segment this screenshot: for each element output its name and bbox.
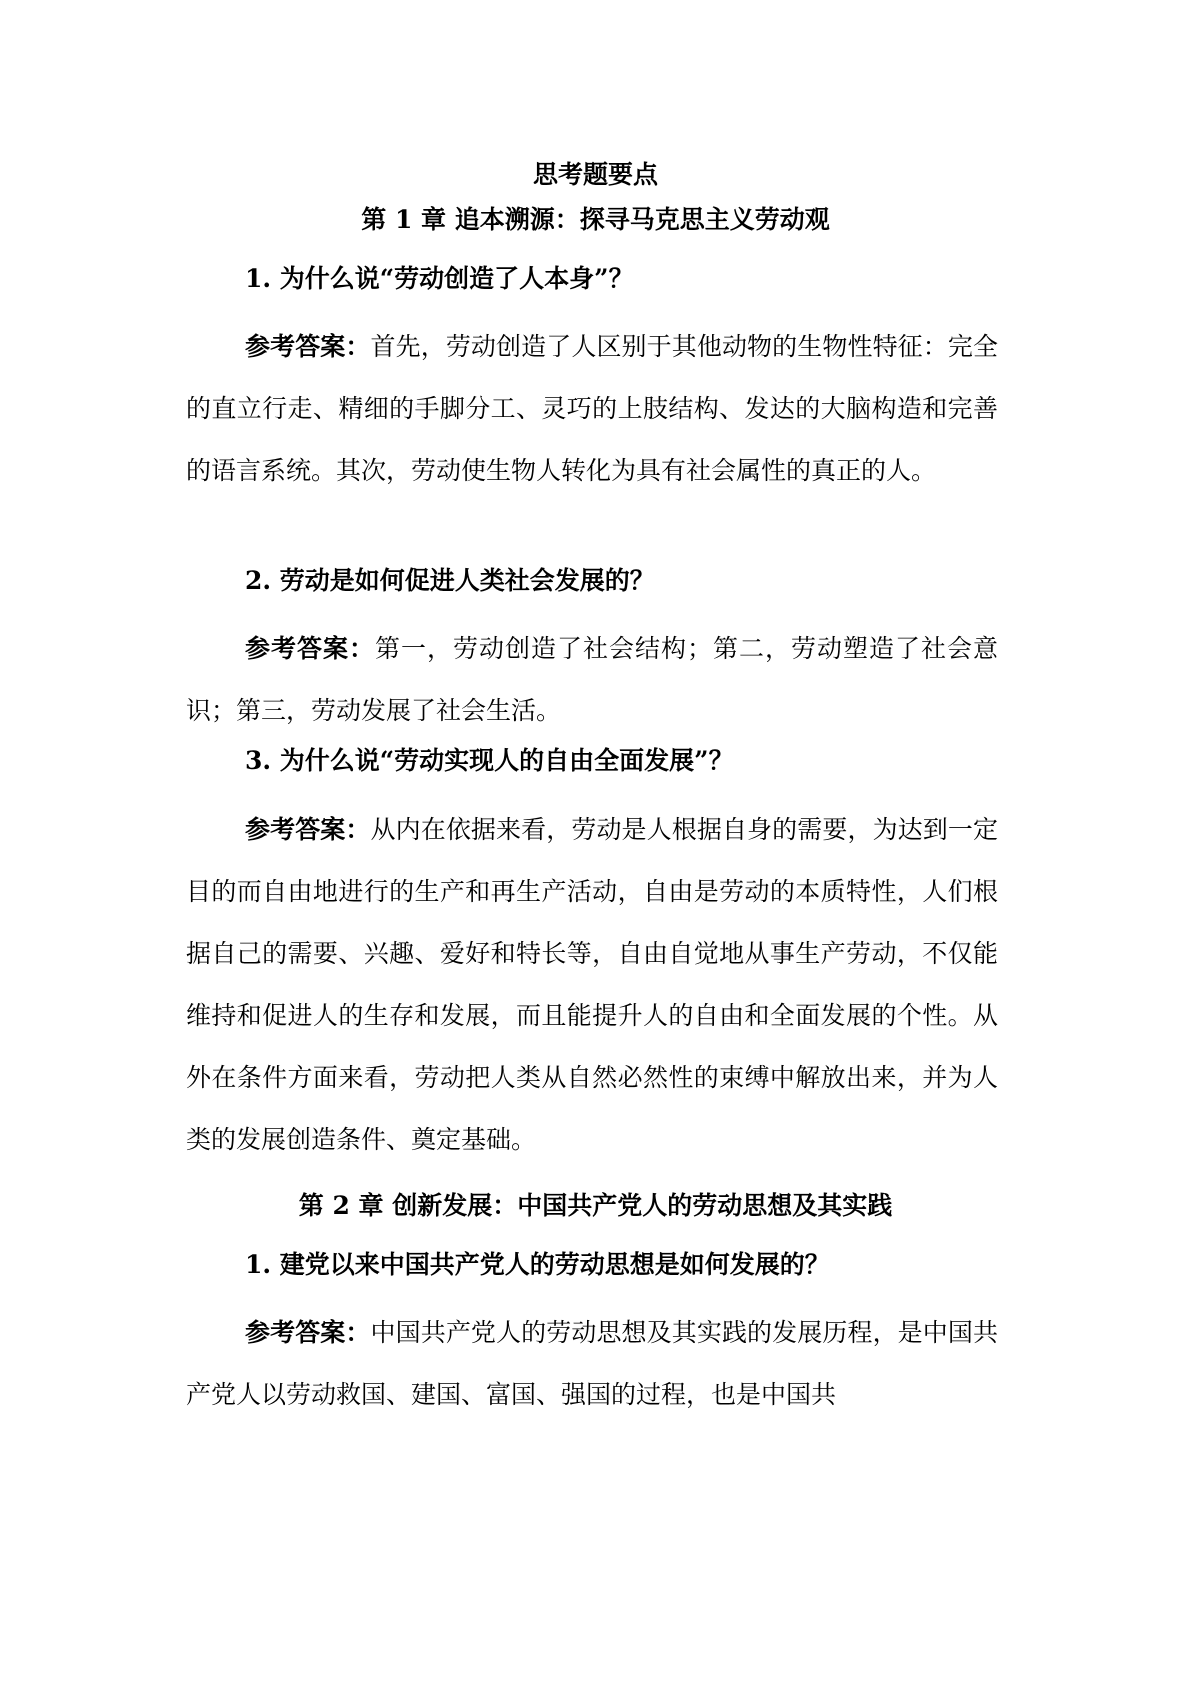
chapter-2-question-1: 1. 建党以来中国共产党人的劳动思想是如何发展的？ <box>245 1250 830 1279</box>
chapter-1-question-1: 1. 为什么说“劳动创造了人本身”？ <box>245 264 634 293</box>
chapter-1-answer-3 <box>186 799 998 1171</box>
chapter-1-question-2: 2. 劳动是如何促进人类社会发展的？ <box>245 566 655 595</box>
answer-text: 首先，劳动创造了人区别于其他动物的生物性特征：完全的直立行走、精细的手脚分工、灵巧的上肢结构、发达的大脑构造和完善的语言系统。其次，劳动使生物人转化为具有社会属性的真正的人。 <box>186 332 998 485</box>
answer-label: 参考答案： <box>245 634 375 663</box>
document-title: 思考题要点 <box>532 160 658 189</box>
answer-text: 第一，劳动创造了社会结构；第二，劳动塑造了社会意识；第三，劳动发展了社会生活。 <box>186 634 998 725</box>
answer-text: 中国共产党人的劳动思想及其实践的发展历程，是中国共产党人以劳动救国、建国、富国、强国的过程，也是中国共 <box>186 1318 998 1409</box>
answer-label: 参考答案： <box>245 1318 371 1347</box>
answer-text: 从内在依据来看，劳动是人根据自身的需要，为达到一定目的而自由地进行的生产和再生产活动，自由是劳动的本质特性，人们根据自己的需要、兴趣、爱好和特长等，自由自觉地从事生产劳动，不仅能维持和促进人的生存和发展，而且能提升人的自由和全面发展的个性。从外在条件方面来看，劳动把人类从自然必然性的束缚中解放出来，并为人类的发展创造条件、奠定基础。 <box>186 815 998 1154</box>
chapter-1-title: 第 1 章 追本溯源：探寻马克思主义劳动观 <box>361 205 830 234</box>
chapter-1-answer-2 <box>186 618 998 742</box>
chapter-1-question-3: 3. 为什么说“劳动实现人的自由全面发展”？ <box>245 746 734 775</box>
answer-label: 参考答案： <box>245 815 371 844</box>
chapter-2-answer-1 <box>186 1302 998 1426</box>
answer-label: 参考答案： <box>245 332 371 361</box>
chapter-1-answer-1 <box>186 316 998 502</box>
chapter-2-title: 第 2 章 创新发展：中国共产党人的劳动思想及其实践 <box>298 1191 893 1220</box>
